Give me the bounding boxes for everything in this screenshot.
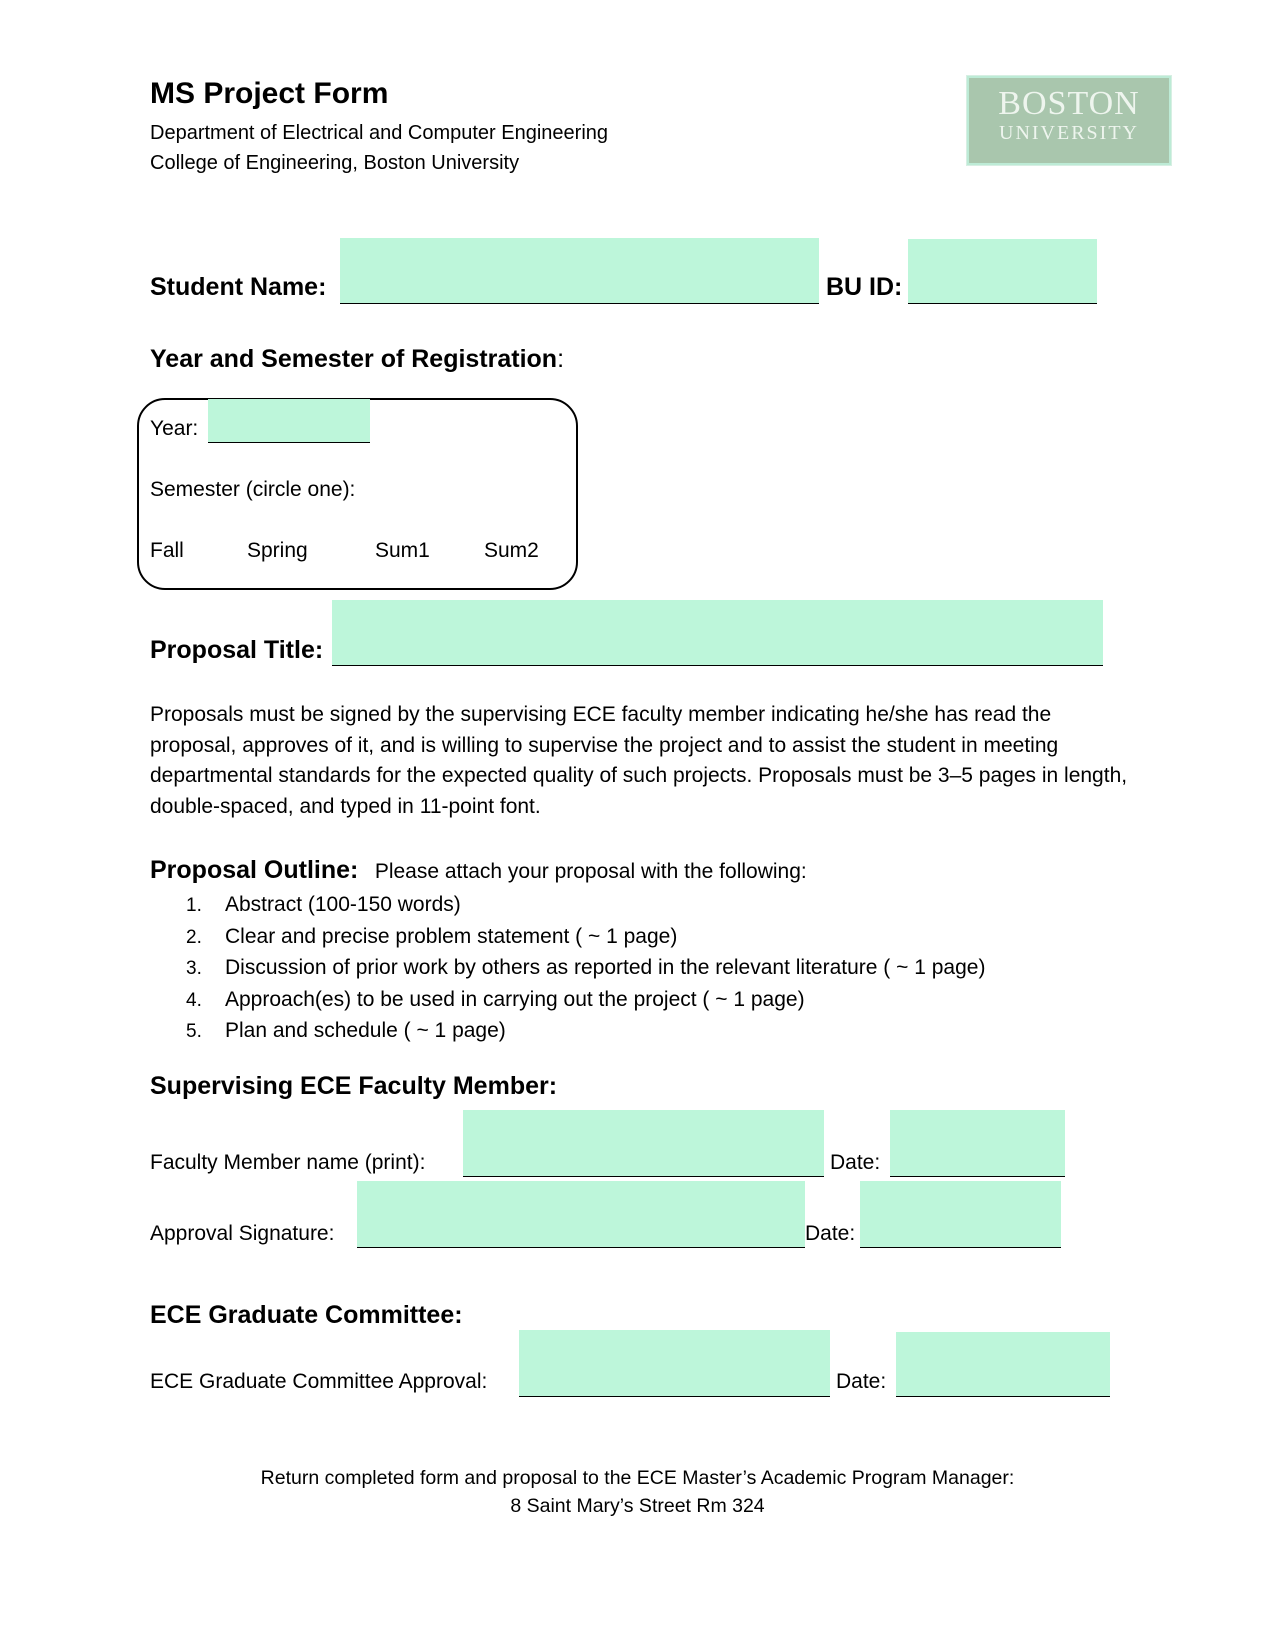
approval-signature-label: Approval Signature: <box>150 1222 335 1245</box>
bu-id-input[interactable] <box>908 239 1097 303</box>
committee-date-label: Date: <box>836 1370 887 1393</box>
approval-signature-field[interactable] <box>357 1181 805 1248</box>
faculty-date-label: Date: <box>830 1151 881 1174</box>
proposal-title-field[interactable] <box>332 600 1103 666</box>
outline-list <box>186 890 985 1048</box>
footer-instructions: Return completed form and proposal to the ECE Master’s Academic Program Manager: <box>260 1467 1015 1489</box>
list-number: 1. <box>186 895 202 916</box>
college-line: College of Engineering, Boston University <box>150 152 520 174</box>
logo-line2: UNIVERSITY <box>999 122 1139 144</box>
faculty-date-field[interactable] <box>890 1110 1065 1177</box>
outline-intro-text: Please attach your proposal with the following: <box>374 860 807 883</box>
signature-date-label: Date: <box>805 1222 856 1245</box>
committee-approval-label: ECE Graduate Committee Approval: <box>150 1370 488 1393</box>
semester-option-sum2[interactable]: Sum2 <box>484 539 539 562</box>
list-text: Approach(es) to be used in carrying out the project ( ~ 1 page) <box>225 987 805 1011</box>
committee-approval-field[interactable] <box>519 1330 830 1397</box>
proposal-outline-heading <box>150 856 807 885</box>
committee-date-input[interactable] <box>896 1332 1110 1396</box>
faculty-name-input[interactable] <box>463 1110 824 1176</box>
list-text: Abstract (100-150 words) <box>225 893 461 916</box>
signature-date-input[interactable] <box>860 1181 1061 1247</box>
faculty-date-input[interactable] <box>890 1110 1065 1176</box>
signature-date-field[interactable] <box>860 1181 1061 1248</box>
list-item <box>186 922 985 954</box>
registration-heading-colon: : <box>557 345 565 373</box>
logo-line1: BOSTON <box>998 85 1140 122</box>
list-number: 3. <box>186 958 202 980</box>
list-number: 5. <box>186 1021 202 1043</box>
list-text: Clear and precise problem statement ( ~ 1 page) <box>225 924 678 948</box>
proposal-title-input[interactable] <box>332 600 1103 665</box>
committee-approval-input[interactable] <box>519 1330 830 1396</box>
student-name-input[interactable] <box>340 238 819 303</box>
footer-address: 8 Saint Mary’s Street Rm 324 <box>510 1495 765 1517</box>
semester-option-fall[interactable]: Fall <box>150 539 184 562</box>
instructions-paragraph: Proposals must be signed by the supervising ECE faculty member indicating he/she has read the proposal, approves of it, and is willing to supervise the project and to assist the student in meeting departmental standards for the expected quality of such projects. Proposals must be 3–5 pages in length, double-spaced, and typed in 11-point font. <box>150 703 1128 818</box>
form-title: MS Project Form <box>150 77 389 110</box>
registration-heading <box>150 344 564 374</box>
boston-university-logo <box>967 76 1171 165</box>
semester-option-sum1[interactable]: Sum1 <box>375 539 430 562</box>
committee-date-field[interactable] <box>896 1332 1110 1397</box>
year-label: Year: <box>150 417 199 440</box>
semester-label: Semester (circle one): <box>150 478 356 501</box>
committee-heading: ECE Graduate Committee: <box>150 1301 463 1329</box>
faculty-heading: Supervising ECE Faculty Member: <box>150 1072 558 1100</box>
department-line: Department of Electrical and Computer Engineering <box>150 122 609 144</box>
student-name-field[interactable] <box>340 238 819 304</box>
faculty-name-label: Faculty Member name (print): <box>150 1151 426 1174</box>
list-number: 2. <box>186 926 202 948</box>
list-text: Plan and schedule ( ~ 1 page) <box>225 1019 506 1043</box>
list-number: 4. <box>186 989 202 1011</box>
list-item <box>186 985 985 1017</box>
outline-heading-text: Proposal Outline: <box>150 856 359 884</box>
proposal-title-label: Proposal Title: <box>150 636 324 664</box>
approval-signature-input[interactable] <box>357 1181 805 1247</box>
list-item <box>186 890 985 922</box>
registration-heading-text: Year and Semester of Registration <box>150 345 558 373</box>
year-input[interactable] <box>208 399 370 442</box>
semester-option-spring[interactable]: Spring <box>247 539 308 562</box>
year-field[interactable] <box>208 399 370 443</box>
bu-id-field[interactable] <box>908 239 1097 304</box>
faculty-name-field[interactable] <box>463 1110 824 1177</box>
list-text: Discussion of prior work by others as reported in the relevant literature ( ~ 1 page) <box>225 956 986 980</box>
list-item <box>186 1016 985 1048</box>
bu-id-label: BU ID: <box>826 273 903 301</box>
student-name-label: Student Name: <box>150 273 327 301</box>
list-item <box>186 953 985 985</box>
